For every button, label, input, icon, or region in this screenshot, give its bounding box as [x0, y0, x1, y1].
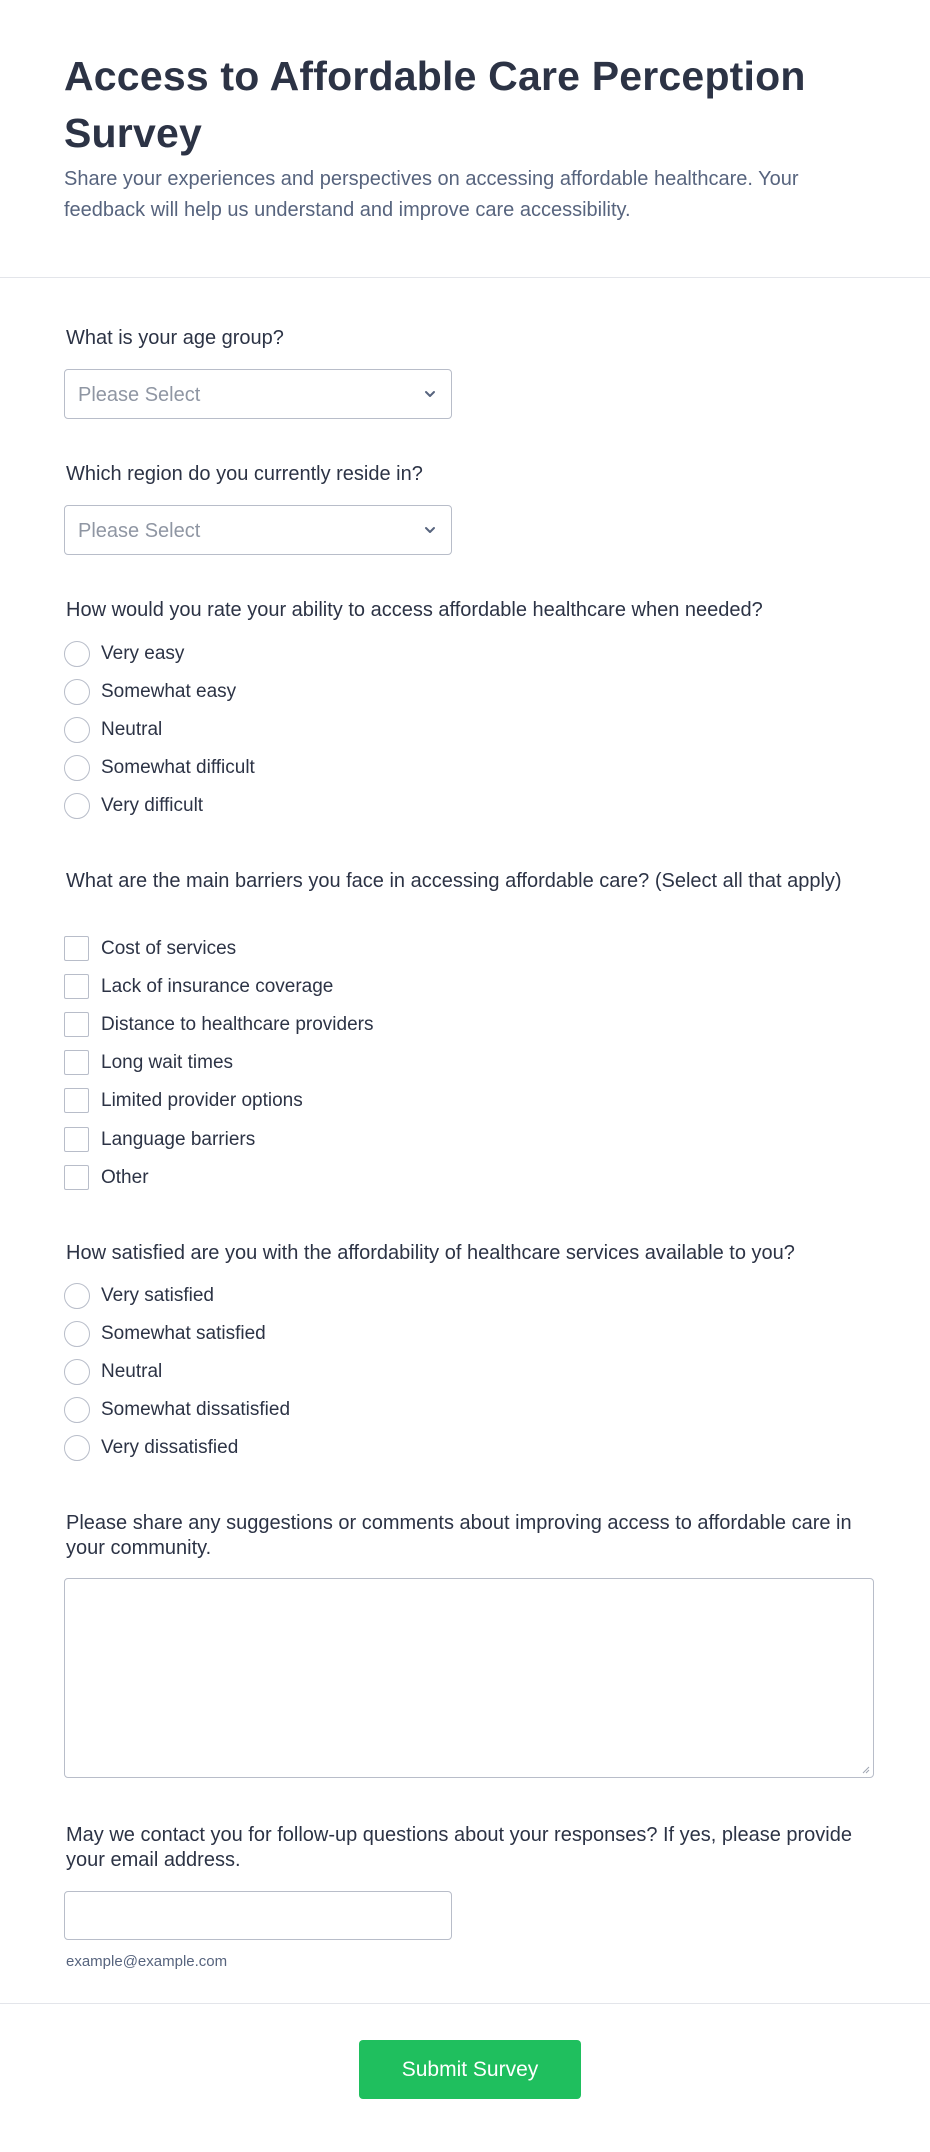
question-access-rating: How would you rate your ability to access affordable healthcare when needed?	[66, 599, 763, 621]
option-label: Somewhat difficult	[101, 757, 255, 778]
form-header	[0, 0, 930, 278]
option-label: Lack of insurance coverage	[101, 976, 334, 997]
chevron-down-icon	[421, 521, 439, 539]
question-suggestions: Please share any suggestions or comments about improving access to affordable care in your community.	[66, 1512, 852, 1559]
question-contact: May we contact you for follow-up questions about your responses? If yes, please provide your email address.	[66, 1824, 852, 1871]
radio-button[interactable]	[64, 1397, 90, 1423]
checkbox[interactable]	[64, 936, 89, 961]
option-label: Very easy	[101, 643, 185, 664]
option-label: Very difficult	[101, 795, 204, 816]
chevron-down-icon	[421, 385, 439, 403]
submit-button[interactable]: Submit Survey	[359, 2040, 581, 2099]
email-hint: example@example.com	[66, 1953, 228, 1970]
checkbox[interactable]	[64, 1050, 89, 1075]
radio-button[interactable]	[64, 755, 90, 781]
option-label: Long wait times	[101, 1052, 234, 1073]
region-placeholder: Please Select	[78, 520, 201, 542]
option-label: Language barriers	[101, 1129, 256, 1150]
option-label: Other	[101, 1167, 149, 1188]
option-label: Distance to healthcare providers	[101, 1014, 374, 1035]
radio-button[interactable]	[64, 679, 90, 705]
radio-button[interactable]	[64, 1321, 90, 1347]
resize-handle-icon[interactable]	[860, 1764, 870, 1774]
radio-button[interactable]	[64, 641, 90, 667]
question-age-group: What is your age group?	[66, 327, 284, 349]
option-label: Somewhat satisfied	[101, 1323, 266, 1344]
option-label: Neutral	[101, 1361, 163, 1382]
region-select[interactable]	[64, 505, 452, 555]
question-satisfaction: How satisfied are you with the affordability of healthcare services available to you?	[66, 1242, 795, 1264]
checkbox[interactable]	[64, 1088, 89, 1113]
question-barriers: What are the main barriers you face in accessing affordable care? (Select all that apply)	[66, 870, 842, 892]
email-field[interactable]	[64, 1891, 452, 1940]
question-region: Which region do you currently reside in?	[66, 463, 423, 485]
option-label: Neutral	[101, 719, 163, 740]
checkbox[interactable]	[64, 974, 89, 999]
page-subtitle: Share your experiences and perspectives on accessing affordable healthcare. Your feedback will help us understand and improve care accessibility.	[64, 168, 799, 221]
suggestions-textarea[interactable]	[64, 1578, 874, 1778]
option-label: Very satisfied	[101, 1285, 214, 1306]
form-footer	[0, 2003, 930, 2152]
checkbox[interactable]	[64, 1012, 89, 1037]
option-label: Very dissatisfied	[101, 1437, 239, 1458]
age-group-select[interactable]	[64, 369, 452, 419]
option-label: Limited provider options	[101, 1090, 303, 1111]
radio-button[interactable]	[64, 717, 90, 743]
radio-button[interactable]	[64, 1359, 90, 1385]
radio-button[interactable]	[64, 793, 90, 819]
checkbox[interactable]	[64, 1165, 89, 1190]
option-label: Somewhat easy	[101, 681, 237, 702]
option-label: Cost of services	[101, 938, 237, 959]
radio-button[interactable]	[64, 1283, 90, 1309]
option-label: Somewhat dissatisfied	[101, 1399, 291, 1420]
radio-button[interactable]	[64, 1435, 90, 1461]
page-title: Access to Affordable Care Perception Survey	[64, 53, 806, 156]
age-group-placeholder: Please Select	[78, 384, 201, 406]
checkbox[interactable]	[64, 1127, 89, 1152]
